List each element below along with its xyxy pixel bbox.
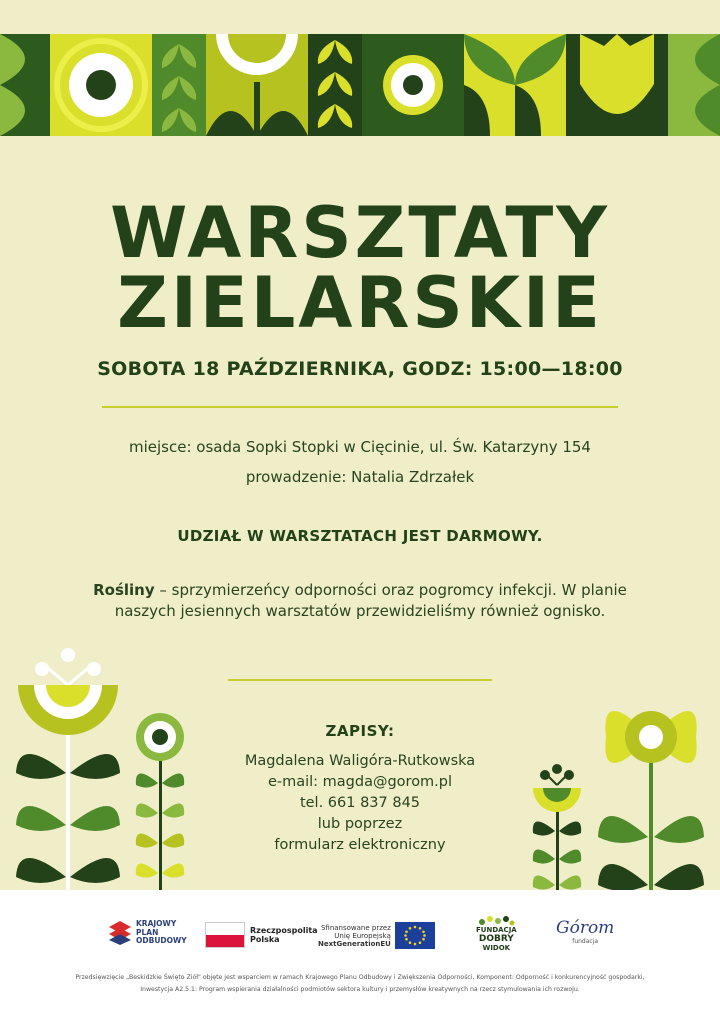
gorom-logo: Górom fundacja	[556, 918, 615, 945]
poland-flag-icon	[205, 922, 245, 948]
title-line-1: WARSZTATY	[110, 192, 610, 274]
divider	[102, 406, 618, 408]
eu-logo: Sfinansowane przez Unię Europejską NextGenerationEU	[318, 922, 435, 949]
contact-email[interactable]: e-mail: magda@gorom.pl	[267, 774, 453, 790]
floral-banner	[0, 34, 720, 136]
signup-form-link[interactable]: formularz elektroniczny	[274, 837, 446, 853]
contact-phone: tel. 661 837 845	[299, 795, 421, 811]
rp-logo: Rzeczpospolita Polska	[205, 922, 318, 948]
event-date: SOBOTA 18 PAŹDZIERNIKA, GODZ: 15:00—18:00	[97, 358, 623, 380]
flower-icon	[57, 41, 145, 129]
kpo-icon	[108, 920, 132, 946]
funding-disclaimer: Przedsięwzięcie „Beskidzkie Święto Ziół" objęte jest wsparciem w ramach Krajowego Planu Odbudowy i Zwiększenia Odporności, Komponent: Odporność i konkurencyjność gospodarki, Inwestycja A2.5.1: Program wspierania działalności podmiotów sektora kultury i przemysłów kreatywnych na rzecz stymulowania ich rozwoju.	[75, 974, 645, 993]
fundacja-dobry-widok-logo: FUNDACJA DOBRY WIDOK	[476, 916, 517, 952]
event-description	[90, 580, 630, 622]
sponsor-footer	[0, 890, 720, 1018]
signup-heading: ZAPISY:	[325, 722, 395, 740]
eu-flag-icon	[395, 922, 435, 949]
kpo-logo: KRAJOWY PLAN ODBUDOWY	[108, 920, 187, 946]
description-text: – sprzymierzeńcy odporności oraz pogromcy infekcji. W planie naszych jesiennych warsztatów przewidzieliśmy również ognisko.	[114, 581, 627, 620]
dots-icon	[476, 916, 516, 926]
contact-name: Magdalena Waligóra-Rutkowska	[244, 753, 476, 769]
free-entry-notice: UDZIAŁ W WARSZTATACH JEST DARMOWY.	[177, 527, 543, 545]
event-place: miejsce: osada Sopki Stopki w Cięcinie, ul. Św. Katarzyny 154	[129, 438, 591, 456]
description-bold: Rośliny	[93, 581, 155, 599]
flower-icon	[383, 55, 443, 115]
title-line-2: ZIELARSKIE	[117, 262, 603, 344]
plant-left-icon	[16, 648, 120, 890]
event-host: prowadzenie: Natalia Zdrzałek	[245, 468, 475, 486]
contact-or: lub poprzez	[317, 816, 403, 832]
